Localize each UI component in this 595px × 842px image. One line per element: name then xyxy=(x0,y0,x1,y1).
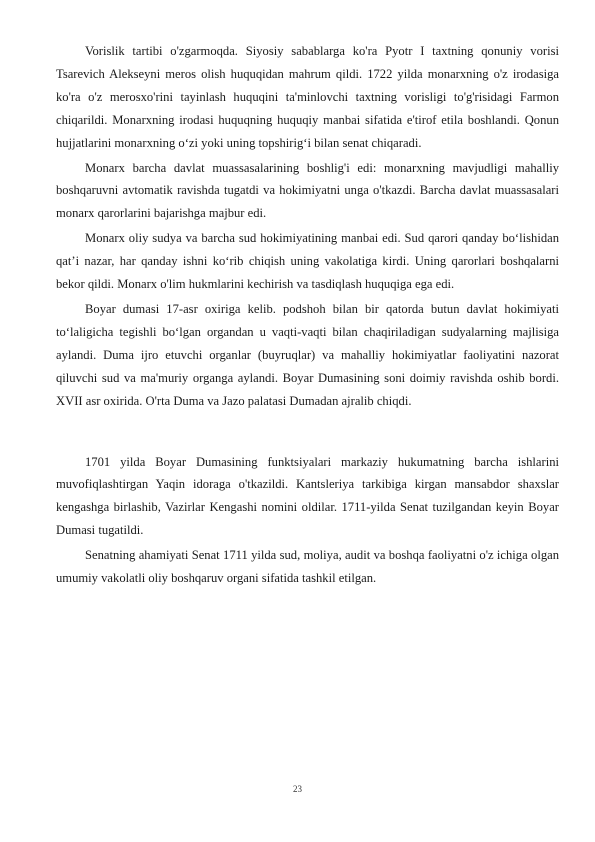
paragraph-boyar-duma: Boyar dumasi 17-asr oxiriga kelib. podshoh bilan bir qatorda butun davlat hokimiyati to‘laligicha tegishli bo‘lgan organdan u vaqti-vaqti bilan chaqiriladigan sudyalarning majlisiga aylandi. Duma ijro etuvchi organlar (buyruqlar) va mahalliy hokimiyatlar faoliyatini nazorat qiluvchi sud va ma'muriy organga aylandi. Boyar Dumasining soni doimiy ravishda oshib bordi. XVII asr oxirida. O'rta Duma va Jazo palatasi Dumadan ajralib chiqdi. xyxy=(56,301,559,408)
paragraph-monarch-judge: Monarx oliy sudya va barcha sud hokimiyatining manbai edi. Sud qarori qanday bo‘lishidan qat’i nazar, har qanday ishni ko‘rib chiqish uning vakolatiga kirdi. Uning qarorlari boshqalarni bekor qildi. Monarx o'lim hukmlarini kechirish va tasdiqlash huquqiga ega edi. xyxy=(56,231,559,292)
paragraph-senate: Senatning ahamiyati Senat 1711 yilda sud, moliya, audit va boshqa faoliyatni o'z ichiga olgan umumiy vakolatli oliy boshqaruv organi sifatida tashkil etilgan. xyxy=(56,548,559,586)
paragraph-monarch-head: Monarx barcha davlat muassasalarining boshlig'i edi: monarxning mavjudligi mahalliy boshqaruvni avtomatik ravishda tugatdi va hokimiyatni unga o'tkazdi. Barcha davlat muassasalari monarx qarorlarini bajarishga majbur edi. xyxy=(56,160,559,221)
page-number: 23 xyxy=(293,784,302,794)
paragraph-succession: Vorislik tartibi o'zgarmoqda. Siyosiy sabablarga ko'ra Pyotr I taxtning qonuniy vorisi Tsarevich Alekseyni meros olish huquqidan mahrum qildi. 1722 yilda monarxning o'z irodasiga ko'ra o'z merosxo'rini tayinlash huquqini ta'minlovchi taxtning vorisligi to'g'risidagi Farmon chiqarildi. Monarxning irodasi huquqning huquqiy manbai sifatida e'tirof etila boshlandi. Qonun hujjatlarini monarxning o‘zi yoki uning topshirig‘i bilan senat chiqaradi. xyxy=(56,44,559,150)
document-body xyxy=(56,40,559,590)
paragraph-1701-reform: 1701 yilda Boyar Dumasining funktsiyalari markaziy hukumatning barcha ishlarini muvofiqlashtirgan Yaqin idoraga o'tkazildi. Kantsleriya tarkibiga kirgan mansabdor shaxslar kengashga birlashib, Vazirlar Kengashi nomini oldilar. 1711-yilda Senat tuzilgandan keyin Boyar Dumasi tugatildi. xyxy=(56,454,559,538)
section-spacer xyxy=(56,413,559,451)
